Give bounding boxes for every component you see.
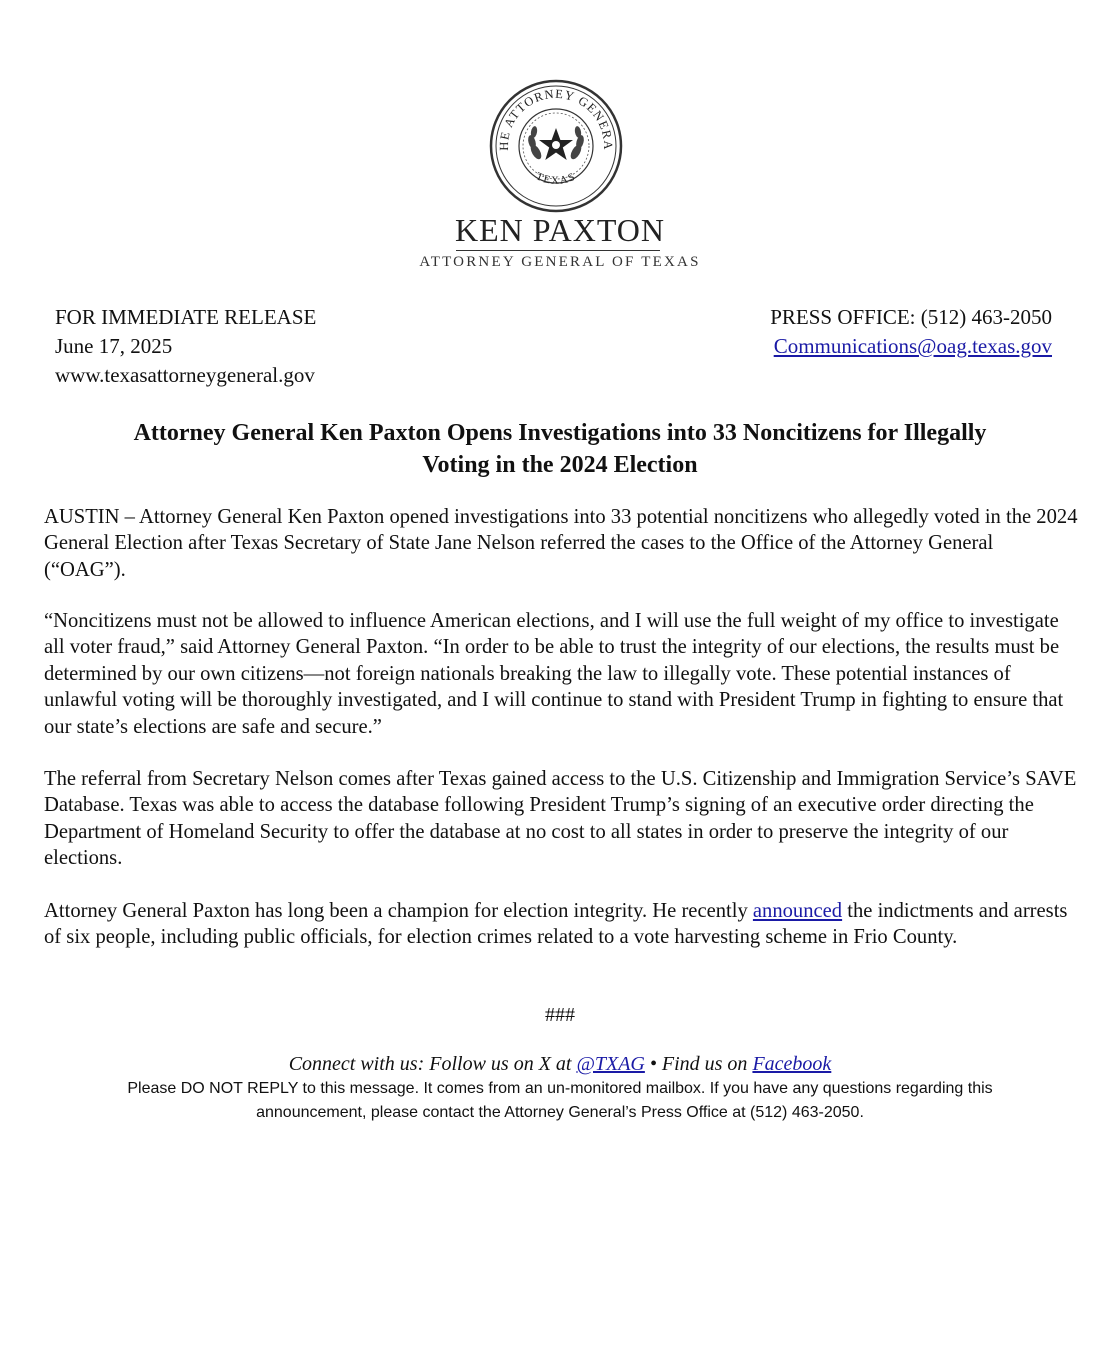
no-reply-disclaimer — [80, 1077, 1040, 1125]
attorney-general-name: KEN PAXTON — [454, 212, 666, 248]
headline-line-2: Voting in the 2024 Election — [422, 452, 698, 478]
paragraph-4-text — [44, 898, 1078, 951]
paragraph-2-text: “Noncitizens must not be allowed to influence American elections, and I will use the full weight of my office to investigate all voter fraud,” said Attorney General Paxton. “In order to be able to trust the integrity of our elections, the results must be determined by our own citizens—not foreign nationals breaking the law to illegally vote. These potential instances of unlawful voting will be thoroughly investigated, and I will continue to stand with President Trump in fighting to ensure that our state’s elections are safe and secure.” — [44, 610, 1064, 738]
attorney-general-seal — [488, 78, 624, 214]
body-paragraph-4 — [44, 898, 1078, 951]
paragraph-3-text: The referral from Secretary Nelson comes after Texas gained access to the U.S. Citizenship and Immigration Service’s SAVE Database. Texas was able to access the database following President Trump’s signing of an executive order directing the Department of Homeland Security to offer the database at no cost to all states in order to preserve the integrity of our elections. — [44, 768, 1077, 870]
connect-line — [0, 1053, 1120, 1076]
website-text: www.texasattorneygeneral.gov — [55, 363, 315, 387]
disclaimer-line-2: announcement, please contact the Attorney General’s Press Office at (512) 463-2050. — [256, 1104, 864, 1121]
press-office-phone: PRESS OFFICE: (512) 463-2050 — [770, 305, 1052, 329]
release-label: FOR IMMEDIATE RELEASE — [55, 305, 317, 329]
facebook-link[interactable]: Facebook — [752, 1053, 832, 1075]
announced-link[interactable]: announced — [752, 900, 843, 922]
body-paragraph-1 — [44, 504, 1078, 583]
release-date: June 17, 2025 — [55, 334, 173, 358]
end-marks: ### — [545, 1004, 575, 1026]
paragraph-4-after: the indictments and arrests of six people, including public officials, for election crimes related to a vote harvesting scheme in Frio County. — [44, 900, 1068, 949]
release-info — [55, 303, 316, 390]
press-release-headline — [60, 417, 1060, 481]
seal-text-bottom: TEXAS — [534, 170, 578, 187]
x-handle-link[interactable]: @TXAG — [576, 1053, 645, 1075]
seal-graphic — [488, 78, 624, 214]
body-paragraph-2 — [44, 608, 1078, 740]
connect-middle: • Find us on — [644, 1053, 753, 1075]
paragraph-4-before: Attorney General Paxton has long been a champion for election integrity. He recently — [44, 900, 753, 922]
press-email-link[interactable]: Communications@oag.texas.gov — [773, 334, 1052, 358]
office-title: ATTORNEY GENERAL OF TEXAS — [419, 254, 701, 270]
disclaimer-line-1: Please DO NOT REPLY to this message. It comes from an un-monitored mailbox. If you have any questions regarding this — [127, 1080, 993, 1097]
headline-line-1: Attorney General Ken Paxton Opens Investigations into 33 Noncitizens for Illegally — [133, 420, 987, 446]
body-paragraph-3 — [44, 766, 1078, 872]
press-office-info — [770, 303, 1052, 361]
paragraph-1-text: AUSTIN – Attorney General Ken Paxton opened investigations into 33 potential noncitizens who allegedly voted in the 2024 General Election after Texas Secretary of State Jane Nelson referred the cases to the Office of the Attorney General (“OAG”). — [44, 506, 1078, 581]
name-underline-divider — [456, 250, 660, 251]
connect-prefix: Connect with us: Follow us on X at — [288, 1053, 577, 1075]
seal-text-top: HE ATTORNEY GENERA — [496, 86, 616, 151]
